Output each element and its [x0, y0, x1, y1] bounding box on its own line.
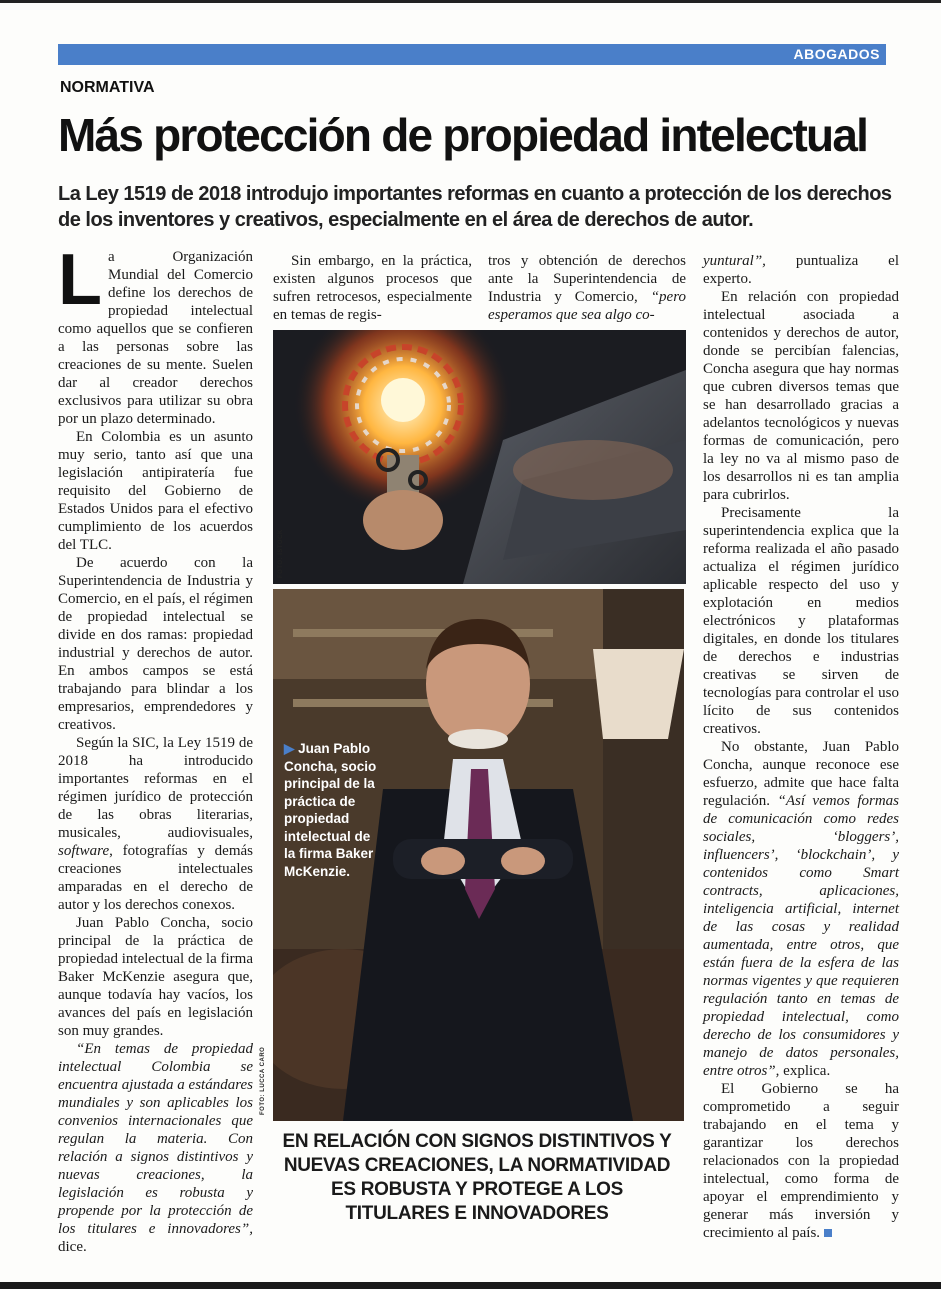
paragraph-6 — [58, 1040, 253, 1256]
headline: Más protección de propiedad intelectual — [58, 109, 868, 161]
section-label: ABOGADOS — [793, 46, 880, 62]
paragraph-col4-3 — [703, 738, 899, 1080]
software-term: software — [58, 843, 110, 859]
caption-arrow-icon: ▶ — [284, 741, 295, 756]
paragraph-3: De acuerdo con la Superintendencia de Industria y Comercio, en el país, el régimen de propiedad intelectual se divide en dos ramas: propiedad industrial y derechos de autor. En ambos campos se está trabajando para blindar a los empresarios, emprendedores y creativos. — [58, 555, 253, 733]
lightbulb-illustration — [273, 330, 686, 584]
top-border — [0, 0, 941, 3]
lightbulb-photo — [273, 330, 686, 584]
paragraph-5: Juan Pablo Concha, socio principal de la práctica de propiedad intelectual de la firma Baker McKenzie asegura que, aunque todavía hay vacíos, los avances del país en legislación son muy grandes. — [58, 915, 253, 1039]
paragraph-col4-3-tail: explica. — [779, 1063, 831, 1079]
column-1 — [58, 240, 253, 1256]
photo-credit-2: FOTO: LUCCA CARO — [260, 1046, 266, 1115]
paragraph-col2: Sin embargo, en la práctica, existen algunos procesos que sufren retrocesos, especialmente en temas de regis- — [273, 253, 472, 323]
bottom-border — [0, 1282, 941, 1289]
paragraph-col4-0-tail: puntualiza el experto. — [703, 253, 899, 287]
pull-quote: EN RELACIÓN CON SIGNOS DISTINTIVOS Y NUEVAS CREACIONES, LA NORMATIVIDAD ES ROBUSTA Y PROTEGE A LOS TITULARES E INNOVADORES — [282, 1131, 672, 1224]
column-2-top — [273, 252, 472, 324]
photo-caption — [284, 740, 380, 880]
paragraph-col4-4 — [703, 1080, 899, 1242]
quote-coyuntural-end: yuntural”, — [703, 253, 766, 269]
quote-concha-1: “En temas de propiedad intelectual Colombia se encuentra ajustada a estándares mundiales y son aplicables los convenios internacionales que regulan la materia. Con relación a signos distintivos y nuevas creaciones, la legislación es robusta y propende por la protección de los titulares e innovadores”, — [58, 1041, 253, 1237]
paragraph-col4-3-text: No obstante, Juan Pablo Concha, aunque reconoce ese esfuerzo, admite que hace falta regulación. — [703, 739, 899, 809]
caption-text: Juan Pablo Concha, socio principal de la práctica de propiedad intelectual de la firma Baker McKenzie. — [284, 741, 377, 879]
paragraph-col4-2: Precisamente la superintendencia explica que la reforma realizada el año pasado actualiza el régimen jurídico aplicable respecto del uso y explotación en medios electrónicos y plataformas digitales, en donde los titulares de derechos e industrias creativas se sirven de tecnologías para controlar el uso lícito de sus contenidos creativos. — [703, 505, 899, 737]
paragraph-6-tail: dice. — [58, 1239, 87, 1255]
paragraph-col4-4-text: El Gobierno se ha comprometido a seguir trabajando en el tema y garantizar los derechos relacionados con la propiedad intelectual, como forma de apoyar el emprendimiento y generar más inversión y crecimiento al país. — [703, 1081, 899, 1241]
paragraph-col4-1: En relación con propiedad intelectual asociada a contenidos y derechos de autor, donde se percibían falencias, Concha asegura que hay normas que cubren diversos temas que se han desarrollado gracias a adelantos tecnológicos y nuevas formas de comunicación, pero la ley no va al mismo paso de los desarrollos ni es tan amplia para cubrirlos. — [703, 289, 899, 503]
quote-concha-2: “Así vemos formas de comunicación como redes sociales, ‘bloggers’, influencers’, ‘blockchain’, y contenidos como Smart contracts, aplicaciones, inteligencia artificial, internet de las cosas y realidad aumentada, entre otros, que están fuera de la esfera de las normas vigentes y que requieren regulación tanto en temas de propiedad intelectual, como derecho de los consumidores y manejo de datos personales, entre otros”, — [703, 793, 899, 1079]
quote-coyuntural: “pero esperamos que sea algo co- — [488, 289, 686, 323]
deck: La Ley 1519 de 2018 introdujo importantes reformas en cuanto a protección de los derechos de los inventores y creativos, especialmente en el área de derechos de autor. — [58, 183, 892, 231]
paragraph-4-text-a: Según la SIC, la Ley 1519 de 2018 ha introducido importantes reformas en el régimen jurídico de protección de las obras literarias, musicales, audiovisuales, — [58, 735, 253, 841]
paragraph-col4-0 — [703, 252, 899, 288]
section-bar — [58, 44, 886, 65]
paragraph-1 — [58, 240, 253, 428]
photo-credit-1: FOTO: ISTOCK — [278, 529, 284, 578]
paragraph-4-text-b: , fotografías y demás creaciones intelectuales amparadas en el derecho de autor y los derechos conexos. — [58, 843, 253, 913]
paragraph-4 — [58, 734, 253, 914]
paragraph-2: En Colombia es un asunto muy serio, tanto así que una legislación antipiratería fue requisito del Gobierno de Estados Unidos para el efectivo cumplimiento de los acuerdos del TLC. — [58, 429, 253, 553]
column-3-top — [488, 252, 686, 324]
drop-cap: L — [58, 240, 102, 320]
kicker: NORMATIVA — [60, 79, 155, 96]
square-end-icon — [824, 1229, 832, 1237]
paragraph-col3 — [488, 252, 686, 324]
column-4 — [703, 252, 899, 1242]
paragraph-col3-text: tros y obtención de derechos ante la Superintendencia de Industria y Comercio, — [488, 253, 686, 305]
paragraph-1-text: a Organización Mundial del Comercio define los derechos de propiedad intelectual como aquellos que se confieren a las personas sobre las creaciones de su mente. Suelen dar al creador derechos exclusivos para utilizar su obra por un plazo determinado. — [58, 249, 253, 427]
